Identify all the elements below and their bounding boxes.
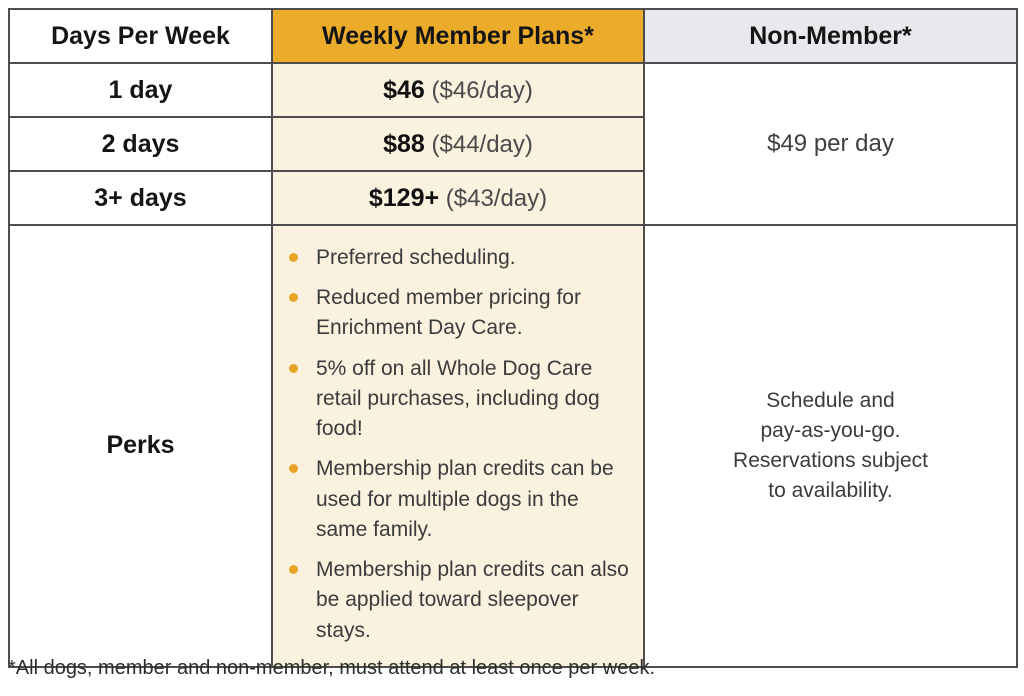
perk-item: [285, 354, 629, 445]
perk-text: Membership plan credits can also be applied toward sleepover stays.: [316, 558, 629, 642]
member-price-2-days: [272, 117, 644, 171]
member-perks-cell: [272, 225, 644, 667]
days-label-3-plus-days: 3+ days: [9, 171, 272, 225]
header-days-per-week: Days Per Week: [9, 9, 272, 63]
member-perks-list: [285, 243, 629, 646]
member-price-1-day: [272, 63, 644, 117]
perk-text: Preferred scheduling.: [316, 246, 516, 269]
member-price-3-plus-days: [272, 171, 644, 225]
perks-row: [9, 225, 1017, 667]
price-value: $46: [383, 75, 425, 104]
price-value: $129+: [368, 183, 440, 212]
price-per-day: ($43/day): [445, 184, 548, 212]
price-per-day: ($46/day): [431, 76, 533, 104]
bullet-icon: [289, 464, 298, 473]
non-member-price: $49 per day: [644, 63, 1017, 225]
non-member-note-line: Reservations subject: [733, 448, 928, 472]
header-non-member: Non-Member*: [644, 9, 1017, 63]
perk-item: [285, 555, 629, 646]
perk-item: [285, 454, 629, 545]
perk-text: Membership plan credits can be used for multiple dogs in the same family.: [316, 457, 614, 541]
header-weekly-member-plans: Weekly Member Plans*: [272, 9, 644, 63]
non-member-note-line: pay-as-you-go.: [760, 418, 901, 442]
price-per-day: ($44/day): [431, 130, 533, 158]
non-member-note: [644, 225, 1017, 667]
bullet-icon: [289, 253, 298, 262]
table-header-row: [9, 9, 1017, 63]
perks-label: Perks: [9, 225, 272, 667]
table-row: [9, 63, 1017, 117]
footnote: *All dogs, member and non-member, must attend at least once per week.: [8, 657, 656, 679]
non-member-note-line: to availability.: [768, 478, 893, 502]
perk-text: 5% off on all Whole Dog Care retail purchases, including dog food!: [316, 356, 600, 441]
bullet-icon: [289, 565, 298, 574]
bullet-icon: [289, 293, 298, 302]
days-label-1-day: 1 day: [9, 63, 272, 117]
price-value: $88: [383, 129, 425, 158]
non-member-note-line: Schedule and: [766, 388, 895, 412]
perk-item: [285, 283, 629, 343]
pricing-table: [8, 8, 1018, 668]
days-label-2-days: 2 days: [9, 117, 272, 171]
perk-text: Reduced member pricing for Enrichment Day Care.: [316, 286, 581, 340]
bullet-icon: [289, 364, 298, 373]
perk-item: [285, 243, 629, 273]
